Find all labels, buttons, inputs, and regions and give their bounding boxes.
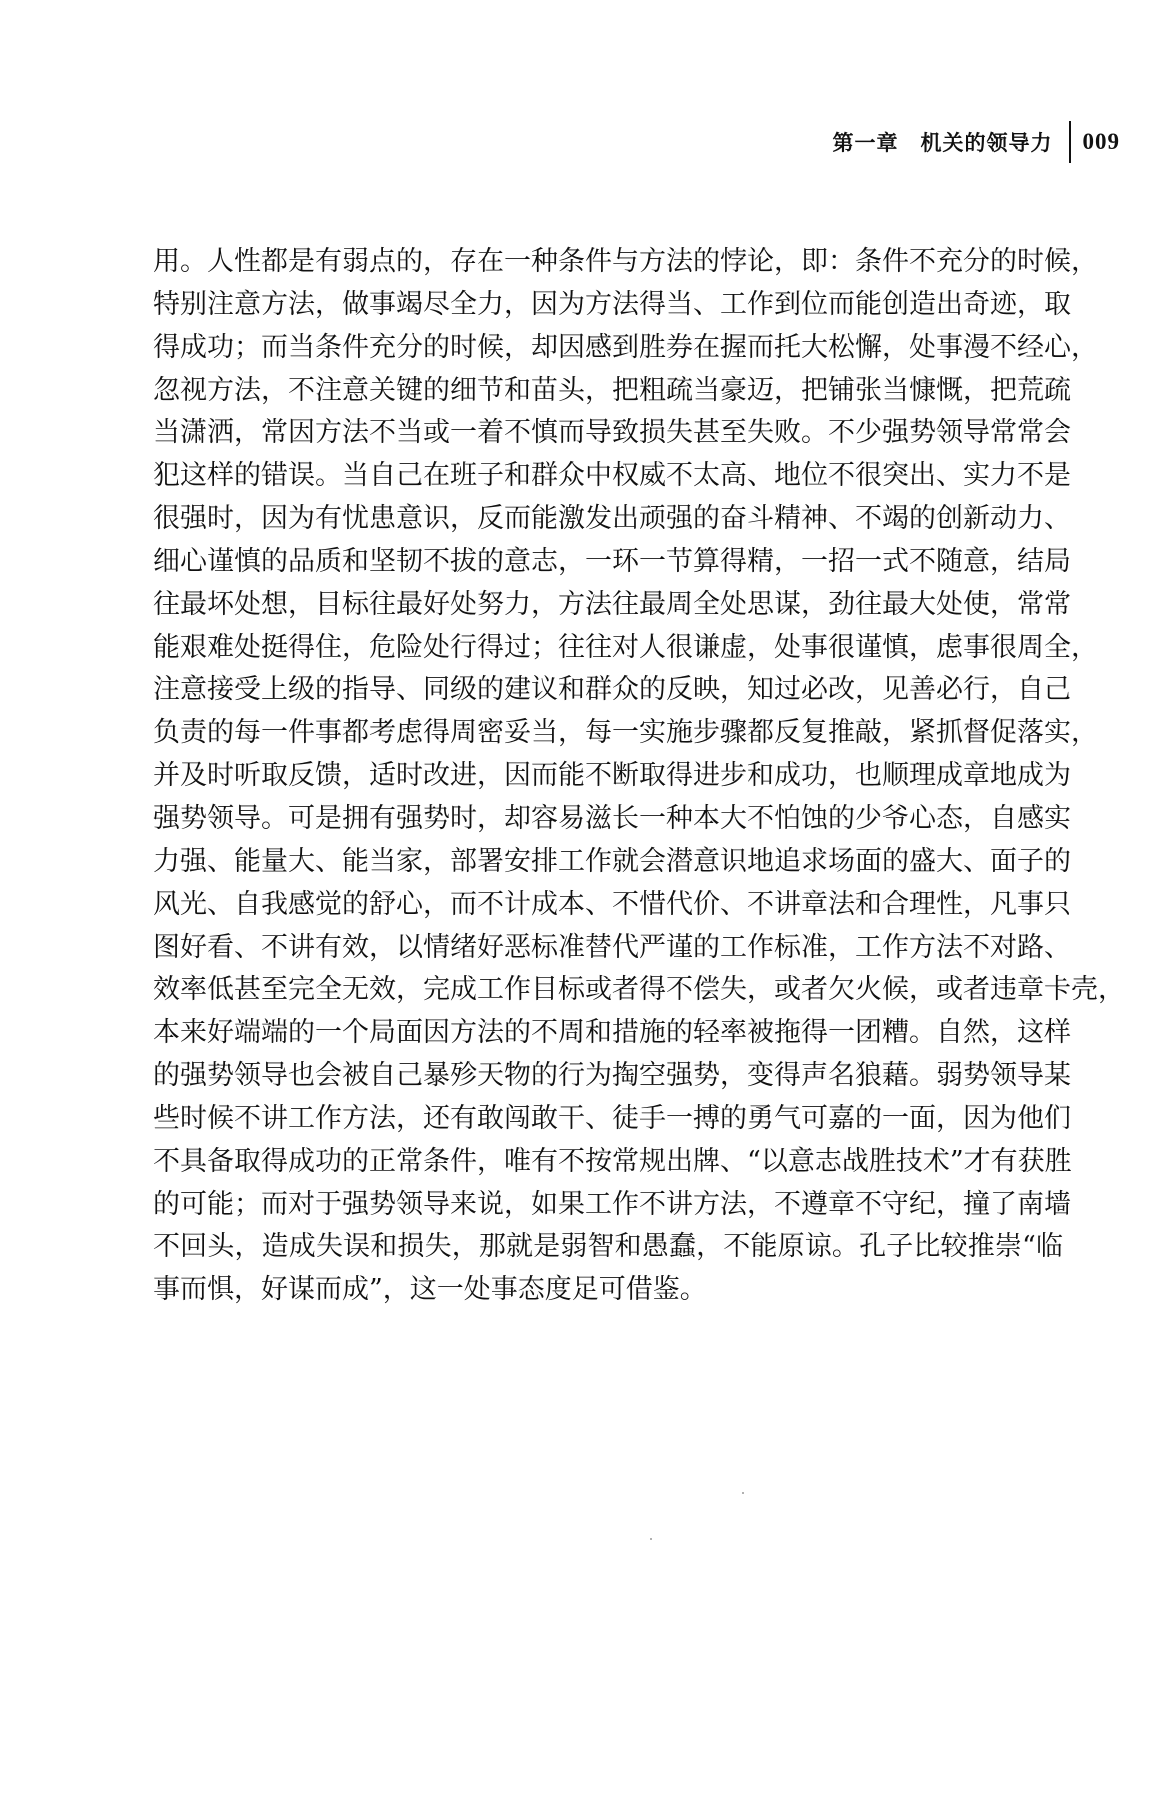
scan-speck bbox=[742, 1492, 744, 1494]
text-line: 不 回 头 ， 造 成 失 误 和 损 失 ， 那 就 是 弱 智 和 愚 蠢 ， 不 能 原 谅 。 孔 子 比 较 推 崇 “ 临 bbox=[153, 1231, 1063, 1263]
running-header bbox=[760, 118, 1120, 166]
text-line: 很 强 时 ， 因 为 有 忧 患 意 识 ， 反 而 能 激 发 出 顽 强 的 奋 斗 精 神 、 不 竭 的 创 新 动 力 、 bbox=[153, 503, 1071, 535]
text-line: 风 光 、 自 我 感 觉 的 舒 心 ， 而 不 计 成 本 、 不 惜 代 价 、 不 讲 章 法 和 合 理 性 ， 凡 事 只 bbox=[153, 888, 1071, 920]
text-line: 强 势 领 导 。 可 是 拥 有 强 势 时 ， 却 容 易 滋 长 一 种 本 大 不 怕 蚀 的 少 爷 心 态 ， 自 感 实 bbox=[153, 802, 1071, 834]
text-line: 图 好 看 、 不 讲 有 效 ， 以 情 绪 好 恶 标 准 替 代 严 谨 的 工 作 标 准 ， 工 作 方 法 不 对 路 、 bbox=[153, 931, 1071, 963]
text-line: 本 来 好 端 端 的 一 个 局 面 因 方 法 的 不 周 和 措 施 的 轻 率 被 拖 得 一 团 糟 。 自 然 ， 这 样 bbox=[153, 1017, 1071, 1049]
header-divider bbox=[1069, 121, 1071, 163]
text-line: 细 心 谨 慎 的 品 质 和 坚 韧 不 拔 的 意 志 ， 一 环 一 节 算 得 精 ， 一 招 一 式 不 随 意 ， 结 局 bbox=[153, 545, 1071, 577]
text-line: 犯 这 样 的 错 误 。 当 自 己 在 班 子 和 群 众 中 权 威 不 太 高 、 地 位 不 很 突 出 、 实 力 不 是 bbox=[153, 460, 1071, 492]
text-line: 得 成 功 ； 而 当 条 件 充 分 的 时 候 ， 却 因 感 到 胜 券 在 握 而 托 大 松 懈 ， 处 事 漫 不 经 心 ， bbox=[153, 331, 1098, 363]
text-line: 的 强 势 领 导 也 会 被 自 己 暴 殄 天 物 的 行 为 掏 空 强 势 ， 变 得 声 名 狼 藉 。 弱 势 领 导 某 bbox=[153, 1060, 1071, 1092]
text-line: 负 责 的 每 一 件 事 都 考 虑 得 周 密 妥 当 ， 每 一 实 施 步 骤 都 反 复 推 敲 ， 紧 抓 督 促 落 实 ， bbox=[153, 717, 1098, 749]
text-line: 当 潇 洒 ， 常 因 方 法 不 当 或 一 着 不 慎 而 导 致 损 失 甚 至 失 败 。 不 少 强 势 领 导 常 常 会 bbox=[153, 417, 1071, 449]
scan-speck bbox=[650, 1538, 652, 1540]
text-line: 用 。 人 性 都 是 有 弱 点 的 ， 存 在 一 种 条 件 与 方 法 的 悖 论 ， 即 ： 条 件 不 充 分 的 时 候 ， bbox=[153, 246, 1098, 277]
text-line: 注 意 接 受 上 级 的 指 导 、 同 级 的 建 议 和 群 众 的 反 映 ， 知 过 必 改 ， 见 善 必 行 ， 自 己 bbox=[153, 674, 1071, 706]
text-line: 能 艰 难 处 挺 得 住 ， 危 险 处 行 得 过 ； 往 往 对 人 很 谦 虚 ， 处 事 很 谨 慎 ， 虑 事 很 周 全 ， bbox=[153, 631, 1098, 663]
text-line: 力 强 、 能 量 大 、 能 当 家 ， 部 署 安 排 工 作 就 会 潜 意 识 地 追 求 场 面 的 盛 大 、 面 子 的 bbox=[153, 845, 1071, 877]
text-line: 特 别 注 意 方 法 ， 做 事 竭 尽 全 力 ， 因 为 方 法 得 当 、 工 作 到 位 而 能 创 造 出 奇 迹 ， 取 bbox=[153, 288, 1071, 320]
text-line: 事而惧，好谋而成”，这一处事态度足可借鉴。 bbox=[153, 1274, 707, 1306]
text-line: 忽 视 方 法 ， 不 注 意 关 键 的 细 节 和 苗 头 ， 把 粗 疏 当 豪 迈 ， 把 铺 张 当 慷 慨 ， 把 荒 疏 bbox=[153, 374, 1071, 406]
text-line: 效 率 低 甚 至 完 全 无 效 ， 完 成 工 作 目 标 或 者 得 不 偿 失 ， 或 者 欠 火 候 ， 或 者 违 章 卡 壳 ， bbox=[153, 974, 1125, 1006]
text-line: 不 具 备 取 得 成 功 的 正 常 条 件 ， 唯 有 不 按 常 规 出 牌 、 “ 以 意 志 战 胜 技 术 ” 才 有 获 胜 bbox=[153, 1145, 1072, 1177]
text-line: 往 最 坏 处 想 ， 目 标 往 最 好 处 努 力 ， 方 法 往 最 周 全 处 思 谋 ， 劲 往 最 大 处 使 ， 常 常 bbox=[153, 588, 1071, 620]
body-text bbox=[153, 241, 1125, 1312]
text-line: 的 可 能 ； 而 对 于 强 势 领 导 来 说 ， 如 果 工 作 不 讲 方 法 ， 不 遵 章 不 守 纪 ， 撞 了 南 墙 bbox=[153, 1188, 1071, 1220]
text-line: 并 及 时 听 取 反 馈 ， 适 时 改 进 ， 因 而 能 不 断 取 得 进 步 和 成 功 ， 也 顺 理 成 章 地 成 为 bbox=[153, 760, 1071, 792]
page-number: 009 bbox=[1082, 129, 1120, 154]
text-line: 些 时 候 不 讲 工 作 方 法 ， 还 有 敢 闯 敢 干 、 徒 手 一 搏 的 勇 气 可 嘉 的 一 面 ， 因 为 他 们 bbox=[153, 1102, 1071, 1134]
chapter-title: 第一章 机关的领导力 bbox=[832, 131, 1053, 155]
